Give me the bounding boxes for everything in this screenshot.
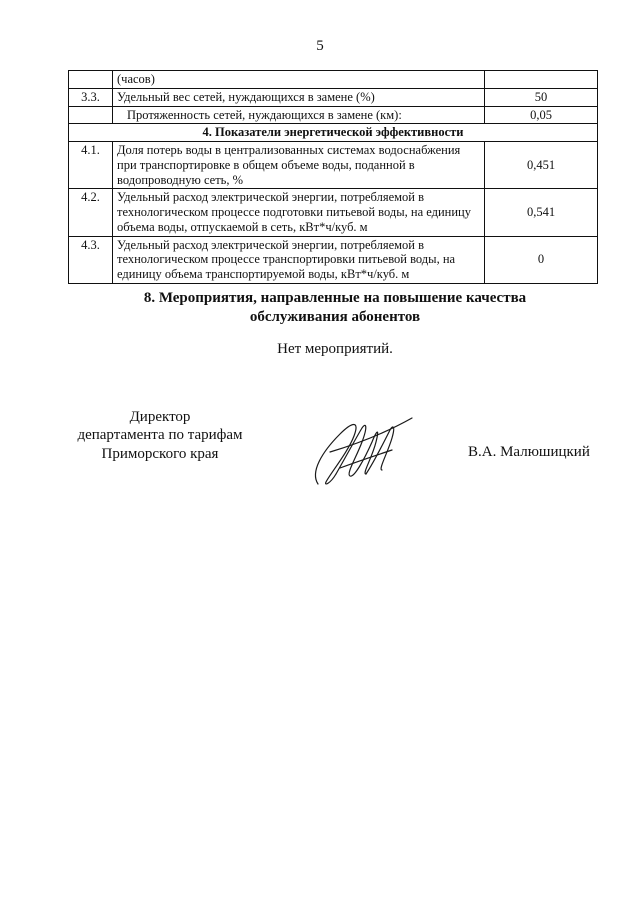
row-text: (часов) <box>113 71 485 89</box>
row-value: 0 <box>485 236 598 283</box>
table-section-row <box>69 124 598 142</box>
signer-position-line-3: Приморского края <box>101 445 219 462</box>
signer-position-line-2: департамента по тарифам <box>77 427 243 444</box>
signer-position <box>60 408 260 463</box>
row-text: Удельный расход электрической энергии, потребляемой в технологическом процессе транспортировки питьевой воды, на единицу объема транспортируемой воды, кВт*ч/куб. м <box>113 236 485 283</box>
section-8-body: Нет мероприятий. <box>277 341 393 357</box>
row-value: 0,451 <box>485 142 598 189</box>
table-row <box>69 189 598 236</box>
row-number: 4.2. <box>69 189 113 236</box>
indicators-table <box>68 70 598 284</box>
table-row <box>69 142 598 189</box>
page-number: 5 <box>316 38 324 54</box>
handwritten-signature <box>300 412 420 492</box>
row-value: 50 <box>485 88 598 106</box>
row-text: Удельный вес сетей, нуждающихся в замене (%) <box>113 88 485 106</box>
section-8-title <box>0 289 640 327</box>
table-row <box>69 236 598 283</box>
row-text: Доля потерь воды в централизованных системах водоснабжения при транспортировке в общем объеме воды, поданной в водопроводную сеть, % <box>113 142 485 189</box>
row-value: 0,541 <box>485 189 598 236</box>
table-row <box>69 88 598 106</box>
table-row <box>69 106 598 124</box>
section-8-title-line-2: обслуживания абонентов <box>249 308 421 325</box>
row-value: 0,05 <box>485 106 598 124</box>
signer-position-line-1: Директор <box>129 409 191 425</box>
section-8-title-line-1: 8. Мероприятия, направленные на повышение качества <box>143 290 527 306</box>
table-row <box>69 71 598 89</box>
row-value <box>485 71 598 89</box>
row-number: 3.3. <box>69 88 113 106</box>
row-number: 4.1. <box>69 142 113 189</box>
row-text: Протяженность сетей, нуждающихся в замене (км): <box>113 106 485 124</box>
row-number <box>69 106 113 124</box>
row-text: Удельный расход электрической энергии, потребляемой в технологическом процессе подготовки питьевой воды, на единицу объема воды, отпускаемой в сеть, кВт*ч/куб. м <box>113 189 485 236</box>
row-number: 4.3. <box>69 236 113 283</box>
section-heading: 4. Показатели энергетической эффективности <box>69 124 598 142</box>
signer-name: В.А. Малюшицкий <box>468 444 590 460</box>
row-number <box>69 71 113 89</box>
